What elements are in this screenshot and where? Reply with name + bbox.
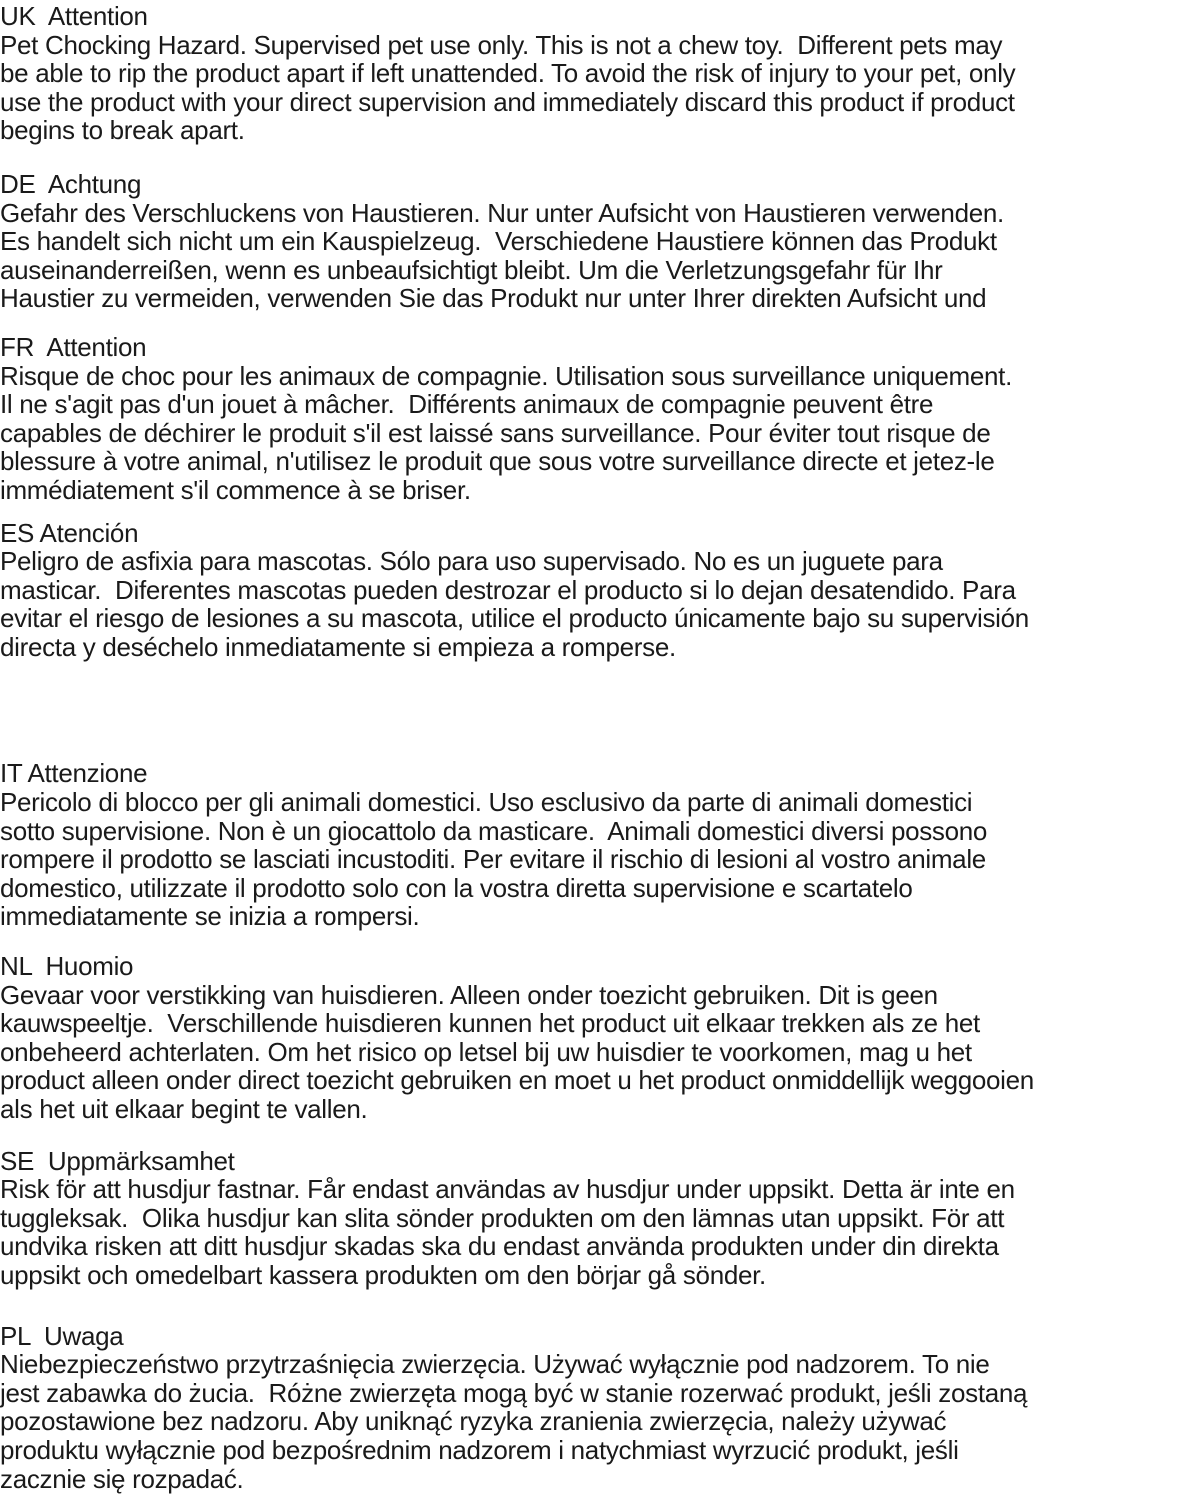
section-heading-nl: NL Huomio	[0, 951, 134, 982]
warning-text-line: pozostawione bez nadzoru. Aby uniknąć ryzyka zranienia zwierzęcia, należy używać	[0, 1406, 947, 1437]
warning-text-line: product alleen onder direct toezicht gebruiken en moet u het product onmiddellijk weggooien	[0, 1065, 1034, 1096]
warning-section-nl	[0, 952, 1197, 1124]
warning-text-line: Risk för att husdjur fastnar. Får endast användas av husdjur under uppsikt. Detta är inte en	[0, 1174, 1015, 1205]
warning-text-line: directa y deséchelo inmediatamente si empieza a romperse.	[0, 631, 676, 662]
warning-text-line: onbeheerd achterlaten. Om het risico op letsel bij uw huisdier te voorkomen, mag u het	[0, 1036, 972, 1067]
warning-text-line: jest zabawka do żucia. Różne zwierzęta mogą być w stanie rozerwać produkt, jeśli zostaną	[0, 1377, 1028, 1408]
warning-section-it	[0, 759, 1197, 931]
warning-section-fr	[0, 333, 1197, 505]
warning-text-line: Il ne s'agit pas d'un jouet à mâcher. Différents animaux de compagnie peuvent être	[0, 389, 934, 420]
warning-text-line: Haustier zu vermeiden, verwenden Sie das Produkt nur unter Ihrer direkten Aufsicht und	[0, 283, 987, 314]
warning-text-line: undvika risken att ditt husdjur skadas ska du endast använda produkten under din direkta	[0, 1231, 999, 1262]
warning-section-pl	[0, 1322, 1197, 1494]
section-heading-it: IT Attenzione	[0, 758, 148, 789]
warning-text-line: Risque de choc pour les animaux de compagnie. Utilisation sous surveillance uniquement.	[0, 360, 1012, 391]
warning-text-line: auseinanderreißen, wenn es unbeaufsichtigt bleibt. Um die Verletzungsgefahr für Ihr	[0, 254, 943, 285]
warning-section-uk	[0, 2, 1197, 145]
warning-text-line: Es handelt sich nicht um ein Kauspielzeug. Verschiedene Haustiere können das Produkt	[0, 226, 997, 257]
section-heading-es: ES Atención	[0, 517, 139, 548]
warning-text-line: blessure à votre animal, n'utilisez le produit que sous votre surveillance directe et jetez-le	[0, 446, 995, 477]
warning-text-line: zacznie się rozpadać.	[0, 1463, 244, 1494]
warning-text-line: masticar. Diferentes mascotas pueden destrozar el producto si lo dejan desatendido. Para	[0, 574, 1016, 605]
warning-section-de	[0, 170, 1197, 313]
warning-text-line: Gefahr des Verschluckens von Haustieren. Nur unter Aufsicht von Haustieren verwenden.	[0, 197, 1004, 228]
section-heading-se: SE Uppmärksamhet	[0, 1145, 235, 1176]
warning-text-line: domestico, utilizzate il prodotto solo con la vostra diretta supervisione e scartatelo	[0, 872, 913, 903]
warning-text-line: capables de déchirer le produit s'il est laissé sans surveillance. Pour éviter tout risque de	[0, 417, 991, 448]
section-heading-uk: UK Attention	[0, 1, 148, 31]
warning-text-line: sotto supervisione. Non è un giocattolo da masticare. Animali domestici diversi possono	[0, 815, 988, 846]
warning-text-line: uppsikt och omedelbart kassera produkten om den börjar gå sönder.	[0, 1259, 766, 1290]
section-heading-pl: PL Uwaga	[0, 1320, 124, 1351]
warning-section-es	[0, 519, 1197, 662]
warning-text-line: immediatamente se inizia a rompersi.	[0, 901, 420, 932]
warning-text-line: evitar el riesgo de lesiones a su mascota, utilice el producto únicamente bajo su supervisión	[0, 603, 1029, 634]
warning-text-line: Gevaar voor verstikking van huisdieren. Alleen onder toezicht gebruiken. Dit is geen	[0, 979, 938, 1010]
warning-text-line: begins to break apart.	[0, 115, 245, 146]
warning-text-line: rompere il prodotto se lasciati incustoditi. Per evitare il rischio di lesioni al vostro animale	[0, 844, 986, 875]
warning-text-line: be able to rip the product apart if left unattended. To avoid the risk of injury to your pet, only	[0, 58, 1016, 89]
warning-text-line: produktu wyłącznie pod bezpośrednim nadzorem i natychmiast wyrzucić produkt, jeśli	[0, 1434, 959, 1465]
warning-text-line: immédiatement s'il commence à se briser.	[0, 474, 471, 505]
section-heading-de: DE Achtung	[0, 168, 142, 199]
warning-text-line: tuggleksak. Olika husdjur kan slita sönder produkten om den lämnas utan uppsikt. För att	[0, 1202, 1005, 1233]
warning-text-line: use the product with your direct supervision and immediately discard this product if product	[0, 86, 1015, 117]
warning-text-line: Pericolo di blocco per gli animali domestici. Uso esclusivo da parte di animali domestici	[0, 787, 973, 818]
warning-text-line: kauwspeeltje. Verschillende huisdieren kunnen het product uit elkaar trekken als ze het	[0, 1008, 980, 1039]
warning-text-line: Peligro de asfixia para mascotas. Sólo para uso supervisado. No es un juguete para	[0, 546, 943, 577]
warning-text-line: als het uit elkaar begint te vallen.	[0, 1094, 368, 1124]
section-heading-fr: FR Attention	[0, 331, 147, 362]
warning-section-se	[0, 1147, 1197, 1290]
warning-text-line: Niebezpieczeństwo przytrzaśnięcia zwierzęcia. Używać wyłącznie pod nadzorem. To nie	[0, 1349, 990, 1380]
warning-text-line: Pet Chocking Hazard. Supervised pet use only. This is not a chew toy. Different pets may	[0, 29, 1003, 60]
